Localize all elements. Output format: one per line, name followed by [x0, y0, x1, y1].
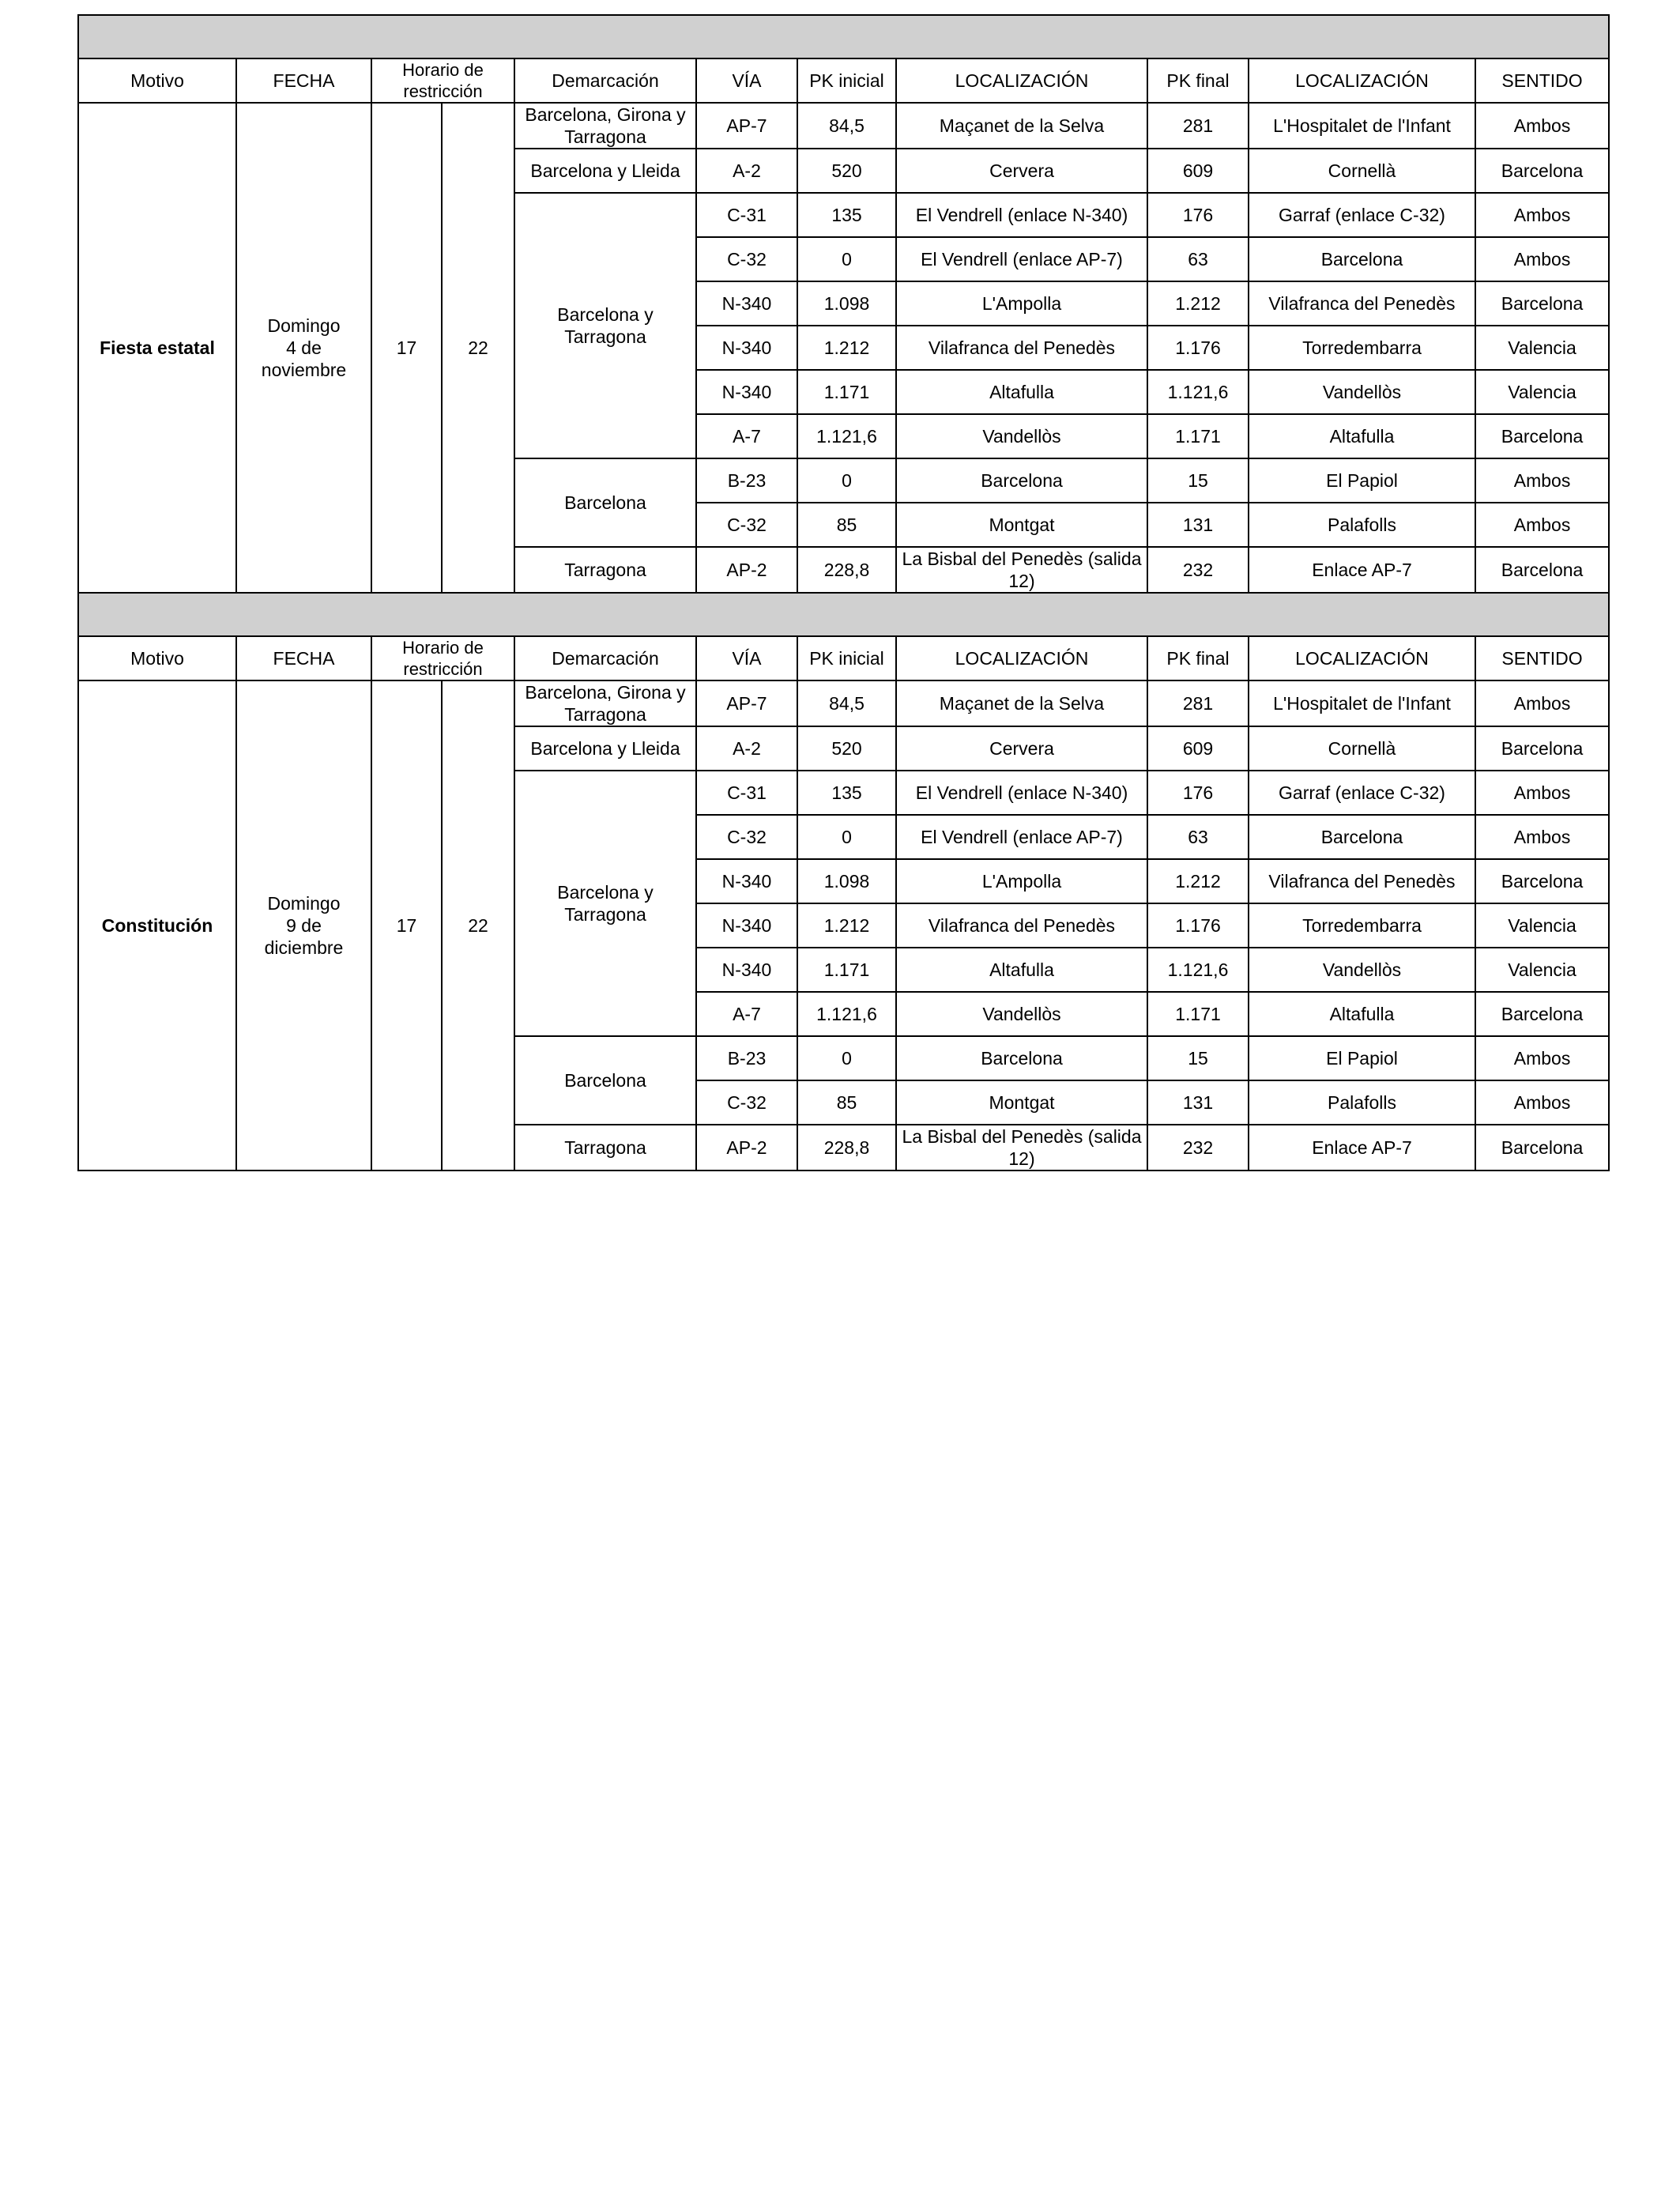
loc-final-cell: Vilafranca del Penedès: [1249, 281, 1475, 326]
sentido-cell: Ambos: [1475, 771, 1609, 815]
pk-final-cell: 281: [1147, 680, 1249, 726]
via-cell: AP-2: [696, 547, 797, 593]
pk-final-cell: 176: [1147, 771, 1249, 815]
loc-final-cell: Torredembarra: [1249, 903, 1475, 948]
loc-final-cell: Torredembarra: [1249, 326, 1475, 370]
header-localizacion-final: LOCALIZACIÓN: [1249, 636, 1475, 680]
sentido-cell: Valencia: [1475, 903, 1609, 948]
sentido-cell: Ambos: [1475, 458, 1609, 503]
fecha-cell: [236, 103, 371, 593]
loc-inicial-cell: La Bisbal del Penedès (salida 12): [896, 547, 1147, 593]
pk-final-cell: 1.176: [1147, 326, 1249, 370]
motivo-cell: Constitución: [78, 680, 236, 1171]
fecha-line: 9 de: [286, 915, 322, 936]
loc-final-cell: Barcelona: [1249, 815, 1475, 859]
sentido-cell: Ambos: [1475, 1080, 1609, 1125]
demarcacion-cell: Tarragona: [514, 1125, 696, 1171]
header-motivo: Motivo: [78, 636, 236, 680]
loc-inicial-cell: Altafulla: [896, 948, 1147, 992]
pk-inicial-cell: 0: [797, 237, 896, 281]
header-pk-final: PK final: [1147, 58, 1249, 103]
hora-fin-cell: 22: [442, 103, 514, 593]
pk-inicial-cell: 84,5: [797, 680, 896, 726]
pk-final-cell: 1.121,6: [1147, 370, 1249, 414]
loc-inicial-cell: Vilafranca del Penedès: [896, 903, 1147, 948]
pk-inicial-cell: 1.171: [797, 948, 896, 992]
loc-inicial-cell: Vandellòs: [896, 414, 1147, 458]
hora-inicio-cell: 17: [371, 103, 442, 593]
sentido-cell: Ambos: [1475, 680, 1609, 726]
header-row: [78, 58, 1609, 103]
loc-final-cell: Vilafranca del Penedès: [1249, 859, 1475, 903]
loc-inicial-cell: Altafulla: [896, 370, 1147, 414]
loc-final-cell: Vandellòs: [1249, 948, 1475, 992]
sentido-cell: Ambos: [1475, 103, 1609, 149]
via-cell: C-31: [696, 771, 797, 815]
motivo-cell: Fiesta estatal: [78, 103, 236, 593]
sentido-cell: Valencia: [1475, 370, 1609, 414]
header-horario: Horario de restricción: [371, 58, 514, 103]
sentido-cell: Ambos: [1475, 193, 1609, 237]
header-demarcacion: Demarcación: [514, 636, 696, 680]
pk-final-cell: 1.121,6: [1147, 948, 1249, 992]
sentido-cell: Barcelona: [1475, 1125, 1609, 1171]
pk-final-cell: 131: [1147, 503, 1249, 547]
via-cell: C-32: [696, 815, 797, 859]
pk-final-cell: 609: [1147, 149, 1249, 193]
demarcacion-cell: Barcelona: [514, 458, 696, 547]
pk-inicial-cell: 0: [797, 458, 896, 503]
table-row: [78, 680, 1609, 726]
pk-inicial-cell: 228,8: [797, 547, 896, 593]
header-via: VÍA: [696, 636, 797, 680]
header-sentido: SENTIDO: [1475, 58, 1609, 103]
via-cell: C-31: [696, 193, 797, 237]
sentido-cell: Barcelona: [1475, 859, 1609, 903]
loc-inicial-cell: Vilafranca del Penedès: [896, 326, 1147, 370]
sentido-cell: Barcelona: [1475, 414, 1609, 458]
loc-final-cell: Enlace AP-7: [1249, 547, 1475, 593]
loc-inicial-cell: La Bisbal del Penedès (salida 12): [896, 1125, 1147, 1171]
via-cell: A-2: [696, 726, 797, 771]
via-cell: AP-7: [696, 680, 797, 726]
hora-inicio-cell: 17: [371, 680, 442, 1171]
pk-inicial-cell: 85: [797, 503, 896, 547]
pk-inicial-cell: 520: [797, 726, 896, 771]
fecha-line: Domingo: [267, 315, 341, 336]
header-sentido: SENTIDO: [1475, 636, 1609, 680]
header-fecha: FECHA: [236, 58, 371, 103]
pk-final-cell: 63: [1147, 237, 1249, 281]
loc-inicial-cell: El Vendrell (enlace AP-7): [896, 237, 1147, 281]
via-cell: A-7: [696, 414, 797, 458]
loc-inicial-cell: Vandellòs: [896, 992, 1147, 1036]
header-row: [78, 636, 1609, 680]
fecha-line: noviembre: [261, 360, 347, 380]
loc-inicial-cell: Barcelona: [896, 1036, 1147, 1080]
demarcacion-cell: Barcelona, Girona y Tarragona: [514, 680, 696, 726]
pk-inicial-cell: 1.098: [797, 859, 896, 903]
demarcacion-cell: Barcelona y Lleida: [514, 149, 696, 193]
loc-final-cell: Garraf (enlace C-32): [1249, 771, 1475, 815]
pk-inicial-cell: 85: [797, 1080, 896, 1125]
sentido-cell: Valencia: [1475, 948, 1609, 992]
sentido-cell: Barcelona: [1475, 281, 1609, 326]
via-cell: N-340: [696, 326, 797, 370]
fecha-line: diciembre: [264, 937, 344, 958]
header-localizacion-inicial: LOCALIZACIÓN: [896, 58, 1147, 103]
sentido-cell: Barcelona: [1475, 992, 1609, 1036]
via-cell: AP-2: [696, 1125, 797, 1171]
pk-inicial-cell: 1.121,6: [797, 992, 896, 1036]
header-localizacion-final: LOCALIZACIÓN: [1249, 58, 1475, 103]
via-cell: B-23: [696, 458, 797, 503]
header-via: VÍA: [696, 58, 797, 103]
pk-inicial-cell: 1.212: [797, 903, 896, 948]
loc-inicial-cell: Montgat: [896, 503, 1147, 547]
loc-final-cell: El Papiol: [1249, 458, 1475, 503]
section-band: [78, 593, 1609, 636]
pk-final-cell: 176: [1147, 193, 1249, 237]
pk-final-cell: 15: [1147, 458, 1249, 503]
section-band-cell: [78, 593, 1609, 636]
sentido-cell: Ambos: [1475, 237, 1609, 281]
pk-final-cell: 1.171: [1147, 414, 1249, 458]
section-band: [78, 15, 1609, 58]
pk-final-cell: 1.176: [1147, 903, 1249, 948]
pk-final-cell: 63: [1147, 815, 1249, 859]
via-cell: C-32: [696, 503, 797, 547]
via-cell: N-340: [696, 370, 797, 414]
via-cell: B-23: [696, 1036, 797, 1080]
loc-inicial-cell: El Vendrell (enlace N-340): [896, 193, 1147, 237]
sentido-cell: Barcelona: [1475, 726, 1609, 771]
fecha-cell: [236, 680, 371, 1171]
loc-final-cell: Palafolls: [1249, 1080, 1475, 1125]
pk-final-cell: 15: [1147, 1036, 1249, 1080]
pk-inicial-cell: 0: [797, 1036, 896, 1080]
via-cell: C-32: [696, 237, 797, 281]
header-pk-final: PK final: [1147, 636, 1249, 680]
fecha-line: 4 de: [286, 337, 322, 358]
via-cell: A-2: [696, 149, 797, 193]
via-cell: N-340: [696, 281, 797, 326]
demarcacion-cell: Barcelona, Girona y Tarragona: [514, 103, 696, 149]
loc-inicial-cell: Maçanet de la Selva: [896, 680, 1147, 726]
pk-inicial-cell: 84,5: [797, 103, 896, 149]
loc-final-cell: Cornellà: [1249, 726, 1475, 771]
pk-inicial-cell: 135: [797, 771, 896, 815]
pk-final-cell: 232: [1147, 1125, 1249, 1171]
header-pk-inicial: PK inicial: [797, 58, 896, 103]
loc-final-cell: Enlace AP-7: [1249, 1125, 1475, 1171]
pk-inicial-cell: 228,8: [797, 1125, 896, 1171]
loc-final-cell: Barcelona: [1249, 237, 1475, 281]
loc-inicial-cell: Maçanet de la Selva: [896, 103, 1147, 149]
section-band-cell: [78, 15, 1609, 58]
loc-inicial-cell: El Vendrell (enlace AP-7): [896, 815, 1147, 859]
sentido-cell: Barcelona: [1475, 149, 1609, 193]
pk-final-cell: 609: [1147, 726, 1249, 771]
pk-final-cell: 281: [1147, 103, 1249, 149]
pk-inicial-cell: 1.212: [797, 326, 896, 370]
header-motivo: Motivo: [78, 58, 236, 103]
hora-fin-cell: 22: [442, 680, 514, 1171]
via-cell: C-32: [696, 1080, 797, 1125]
table-body: [78, 15, 1609, 1171]
pk-inicial-cell: 1.121,6: [797, 414, 896, 458]
loc-final-cell: Altafulla: [1249, 414, 1475, 458]
via-cell: N-340: [696, 903, 797, 948]
header-horario: Horario de restricción: [371, 636, 514, 680]
sentido-cell: Valencia: [1475, 326, 1609, 370]
via-cell: A-7: [696, 992, 797, 1036]
loc-final-cell: El Papiol: [1249, 1036, 1475, 1080]
pk-final-cell: 1.171: [1147, 992, 1249, 1036]
demarcacion-cell: Barcelona y Tarragona: [514, 193, 696, 458]
loc-inicial-cell: Cervera: [896, 726, 1147, 771]
sentido-cell: Ambos: [1475, 815, 1609, 859]
header-pk-inicial: PK inicial: [797, 636, 896, 680]
loc-final-cell: Garraf (enlace C-32): [1249, 193, 1475, 237]
pk-inicial-cell: 1.171: [797, 370, 896, 414]
pk-inicial-cell: 520: [797, 149, 896, 193]
sentido-cell: Ambos: [1475, 503, 1609, 547]
loc-inicial-cell: L'Ampolla: [896, 281, 1147, 326]
loc-final-cell: Vandellòs: [1249, 370, 1475, 414]
pk-inicial-cell: 1.098: [797, 281, 896, 326]
restrictions-table: [77, 14, 1610, 1171]
pk-final-cell: 131: [1147, 1080, 1249, 1125]
loc-final-cell: Cornellà: [1249, 149, 1475, 193]
demarcacion-cell: Barcelona y Tarragona: [514, 771, 696, 1036]
sentido-cell: Ambos: [1475, 1036, 1609, 1080]
pk-final-cell: 1.212: [1147, 281, 1249, 326]
demarcacion-cell: Barcelona: [514, 1036, 696, 1125]
loc-inicial-cell: Montgat: [896, 1080, 1147, 1125]
loc-inicial-cell: El Vendrell (enlace N-340): [896, 771, 1147, 815]
loc-inicial-cell: Barcelona: [896, 458, 1147, 503]
header-localizacion-inicial: LOCALIZACIÓN: [896, 636, 1147, 680]
loc-inicial-cell: Cervera: [896, 149, 1147, 193]
header-demarcacion: Demarcación: [514, 58, 696, 103]
loc-final-cell: L'Hospitalet de l'Infant: [1249, 680, 1475, 726]
loc-final-cell: Palafolls: [1249, 503, 1475, 547]
header-fecha: FECHA: [236, 636, 371, 680]
loc-inicial-cell: L'Ampolla: [896, 859, 1147, 903]
loc-final-cell: Altafulla: [1249, 992, 1475, 1036]
demarcacion-cell: Tarragona: [514, 547, 696, 593]
via-cell: AP-7: [696, 103, 797, 149]
sentido-cell: Barcelona: [1475, 547, 1609, 593]
pk-final-cell: 1.212: [1147, 859, 1249, 903]
pk-final-cell: 232: [1147, 547, 1249, 593]
pk-inicial-cell: 135: [797, 193, 896, 237]
demarcacion-cell: Barcelona y Lleida: [514, 726, 696, 771]
fecha-line: Domingo: [267, 893, 341, 914]
pk-inicial-cell: 0: [797, 815, 896, 859]
table-row: [78, 103, 1609, 149]
loc-final-cell: L'Hospitalet de l'Infant: [1249, 103, 1475, 149]
via-cell: N-340: [696, 859, 797, 903]
via-cell: N-340: [696, 948, 797, 992]
